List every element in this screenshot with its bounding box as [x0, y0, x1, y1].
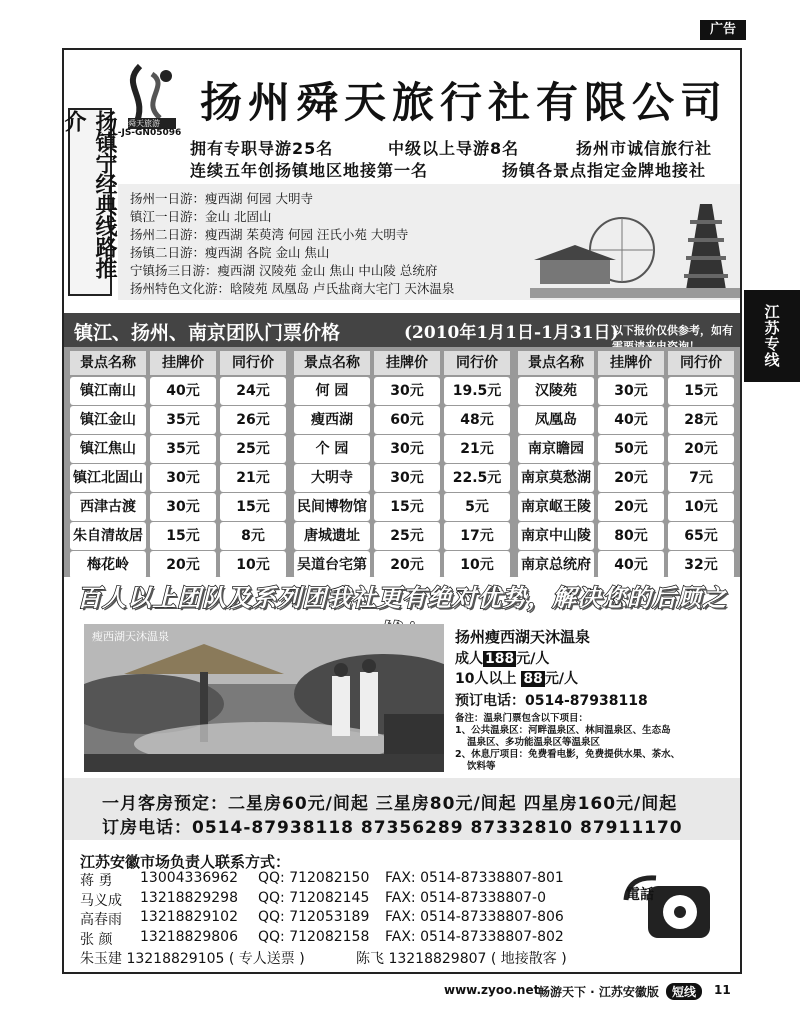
table-header-cell: 景点名称 [518, 351, 594, 375]
feature-guides: 拥有专职导游25名 [190, 139, 334, 158]
route-item: 镇江一日游：金山 北固山 [130, 209, 272, 224]
spa-note: 饮料等 [467, 761, 496, 772]
table-header-cell: 景点名称 [70, 351, 146, 375]
list-price-cell: 40元 [150, 377, 216, 405]
telephone-icon [622, 870, 716, 944]
photo-caption: 瘦西湖天沐温泉 [92, 630, 169, 643]
peer-price-cell: 19.5元 [444, 377, 510, 405]
peer-price-cell: 20元 [668, 435, 734, 463]
contact-qq: QQ: 712082150 [258, 870, 370, 886]
list-price-cell: 40元 [598, 406, 664, 434]
attraction-name-cell: 唐城遗址 [294, 522, 370, 550]
list-price-cell: 40元 [598, 551, 664, 579]
footer-section-badge: 短线 [666, 983, 702, 1000]
list-price-cell: 60元 [374, 406, 440, 434]
route-item: 扬州特色文化游：晗陵苑 凤凰岛 卢氏盐商大宅门 天沐温泉 [130, 281, 455, 296]
peer-price-cell: 24元 [220, 377, 286, 405]
attraction-name-cell: 镇江焦山 [70, 435, 146, 463]
spa-note: 备注：温泉门票包含以下项目： [455, 713, 589, 724]
attraction-name-cell: 镇江南山 [70, 377, 146, 405]
spa-group-value: 88 [523, 671, 543, 687]
feature-senior-guides: 中级以上导游8名 [388, 139, 520, 158]
feature-gold: 扬镇各景点指定金牌地接社 [502, 161, 707, 180]
list-price-cell: 30元 [598, 377, 664, 405]
company-name: 扬州舜天旅行社有限公司 [200, 78, 729, 127]
license-number: L-JS-GN05096 [112, 128, 182, 138]
contact-name: 高春雨 [80, 912, 122, 928]
spa-note: 1、公共温泉区：河畔温泉区、林间温泉区、生态岛 [455, 725, 671, 736]
peer-price-cell: 10元 [444, 551, 510, 579]
table-header-cell: 挂牌价 [150, 351, 216, 375]
list-price-cell: 20元 [598, 493, 664, 521]
list-price-cell: 35元 [150, 435, 216, 463]
spa-booking-phone: 预订电话：0514-87938118 [455, 693, 648, 709]
list-price-cell: 30元 [150, 464, 216, 492]
price-table-title: 镇江、扬州、南京团队门票价格 [74, 322, 341, 344]
spa-group-price [455, 668, 578, 688]
spa-note: 2、休息厅项目：免费看电影，免费提供水果、茶水、 [455, 749, 681, 760]
attraction-name-cell: 朱自清故居 [70, 522, 146, 550]
list-price-cell: 20元 [598, 464, 664, 492]
contact-fax: FAX: 0514-87338807-802 [385, 928, 564, 945]
price-table-titlebar [64, 313, 740, 347]
contact-mobile: 13218829102 [140, 909, 238, 925]
route-item: 扬州一日游：瘦西湖 何园 大明寺 [130, 191, 313, 206]
contact-mobile: 13004336962 [140, 870, 238, 886]
table-header-cell: 同行价 [220, 351, 286, 375]
slogan: 百人以上团队及系列团我社更有绝对优势，解决您的后顾之 [77, 584, 727, 612]
route-item: 宁镇扬三日游：瘦西湖 汉陵苑 金山 焦山 中山陵 总统府 [130, 263, 438, 278]
contact-name: 蒋 勇 [80, 873, 113, 889]
peer-price-cell: 21元 [220, 464, 286, 492]
list-price-cell: 80元 [598, 522, 664, 550]
list-price-cell: 30元 [374, 464, 440, 492]
attraction-name-cell: 南京总统府 [518, 551, 594, 579]
peer-price-cell: 15元 [668, 377, 734, 405]
list-price-cell: 30元 [374, 377, 440, 405]
contact-special-b: 陈飞 13218829807 ( 地接散客 ) [356, 951, 567, 967]
attraction-name-cell: 南京中山陵 [518, 522, 594, 550]
attraction-name-cell: 南京瞻园 [518, 435, 594, 463]
peer-price-cell: 21元 [444, 435, 510, 463]
list-price-cell: 50元 [598, 435, 664, 463]
logo-text: 舜天旅游 [128, 119, 160, 128]
attraction-name-cell: 何 园 [294, 377, 370, 405]
room-booking-phones: 订房电话：0514-87938118 87356289 87332810 87911170 [102, 818, 683, 838]
list-price-cell: 20元 [374, 551, 440, 579]
contact-mobile: 13218829806 [140, 928, 238, 945]
list-price-cell: 20元 [150, 551, 216, 579]
table-header-cell: 挂牌价 [598, 351, 664, 375]
attraction-name-cell: 凤凰岛 [518, 406, 594, 434]
attraction-name-cell: 瘦西湖 [294, 406, 370, 434]
price-table-note: 以下报价仅供参考，如有 [612, 324, 733, 337]
peer-price-cell: 17元 [444, 522, 510, 550]
side-section-tab: 江苏专线 [744, 290, 800, 382]
contact-qq: QQ: 712082145 [258, 889, 370, 906]
peer-price-cell: 32元 [668, 551, 734, 579]
route-item: 扬镇二日游：瘦西湖 各院 金山 焦山 [130, 245, 330, 260]
attraction-name-cell: 汉陵苑 [518, 377, 594, 405]
phone-art-label: 電話 [626, 887, 654, 903]
ad-label: 广告 [700, 20, 746, 40]
attraction-name-cell: 吴道台宅第 [294, 551, 370, 579]
attraction-name-cell: 南京莫愁湖 [518, 464, 594, 492]
peer-price-cell: 7元 [668, 464, 734, 492]
attraction-name-cell: 西津古渡 [70, 493, 146, 521]
list-price-cell: 30元 [150, 493, 216, 521]
attraction-name-cell: 个 园 [294, 435, 370, 463]
spa-group-unit: 元/人 [544, 671, 578, 687]
route-item: 扬州二日游：瘦西湖 茱萸湾 何园 汪氏小苑 大明寺 [130, 227, 409, 242]
peer-price-cell: 48元 [444, 406, 510, 434]
attraction-name-cell: 大明寺 [294, 464, 370, 492]
attraction-name-cell: 镇江北固山 [70, 464, 146, 492]
peer-price-cell: 10元 [220, 551, 286, 579]
room-prices: 一月客房预定：二星房60元/间起 三星房80元/间起 四星房160元/间起 [102, 794, 678, 814]
contact-qq: QQ: 712082158 [258, 928, 370, 945]
contacts-heading: 江苏安徽市场负责人联系方式： [80, 853, 291, 871]
feature-credit: 扬州市诚信旅行社 [576, 139, 713, 158]
list-price-cell: 15元 [150, 522, 216, 550]
list-price-cell: 15元 [374, 493, 440, 521]
peer-price-cell: 22.5元 [444, 464, 510, 492]
attraction-name-cell: 南京岖王陵 [518, 493, 594, 521]
spa-adult-unit: 元/人 [516, 651, 550, 667]
list-price-cell: 30元 [374, 435, 440, 463]
attraction-name-cell: 民间博物馆 [294, 493, 370, 521]
peer-price-cell: 5元 [444, 493, 510, 521]
spa-adult-label: 成人 [455, 651, 483, 667]
contact-fax: FAX: 0514-87338807-801 [385, 870, 564, 886]
peer-price-cell: 15元 [220, 493, 286, 521]
spa-note: 温泉区、多功能温泉区等温泉区 [467, 737, 601, 748]
footer-publication: 畅游天下 · 江苏安徽版 [538, 985, 659, 999]
contact-mobile: 13218829298 [140, 889, 238, 906]
table-header-cell: 同行价 [444, 351, 510, 375]
attraction-name-cell: 镇江金山 [70, 406, 146, 434]
hot-spring-photo [84, 624, 444, 772]
contact-name: 张 颜 [80, 931, 113, 948]
spa-adult-price [455, 648, 549, 668]
classic-routes-banner: 扬镇宁经典线路推介 [68, 108, 112, 296]
spa-group-label: 10人以上 [455, 671, 517, 687]
footer-url[interactable]: www.zyoo.net [444, 983, 540, 997]
price-table-dates: (2010年1月1日-1月31日) [404, 323, 619, 343]
feature-rank: 连续五年创扬镇地区地接第一名 [190, 161, 429, 180]
contact-qq: QQ: 712053189 [258, 909, 370, 925]
ticket-price-table [64, 347, 740, 577]
peer-price-cell: 10元 [668, 493, 734, 521]
peer-price-cell: 65元 [668, 522, 734, 550]
contact-fax: FAX: 0514-87338807-806 [385, 909, 564, 925]
spa-adult-value: 188 [485, 651, 515, 667]
peer-price-cell: 26元 [220, 406, 286, 434]
page-number: 11 [714, 983, 731, 997]
scenery-illustration [530, 190, 740, 298]
spa-title: 扬州瘦西湖天沐温泉 [455, 628, 591, 646]
contact-name: 马义成 [80, 892, 122, 909]
list-price-cell: 35元 [150, 406, 216, 434]
table-header-cell: 挂牌价 [374, 351, 440, 375]
peer-price-cell: 28元 [668, 406, 734, 434]
table-header-cell: 景点名称 [294, 351, 370, 375]
table-header-cell: 同行价 [668, 351, 734, 375]
list-price-cell: 25元 [374, 522, 440, 550]
contact-special-a: 朱玉建 13218829105 ( 专人送票 ) [80, 951, 305, 967]
attraction-name-cell: 梅花岭 [70, 551, 146, 579]
peer-price-cell: 8元 [220, 522, 286, 550]
contact-fax: FAX: 0514-87338807-0 [385, 889, 546, 906]
peer-price-cell: 25元 [220, 435, 286, 463]
